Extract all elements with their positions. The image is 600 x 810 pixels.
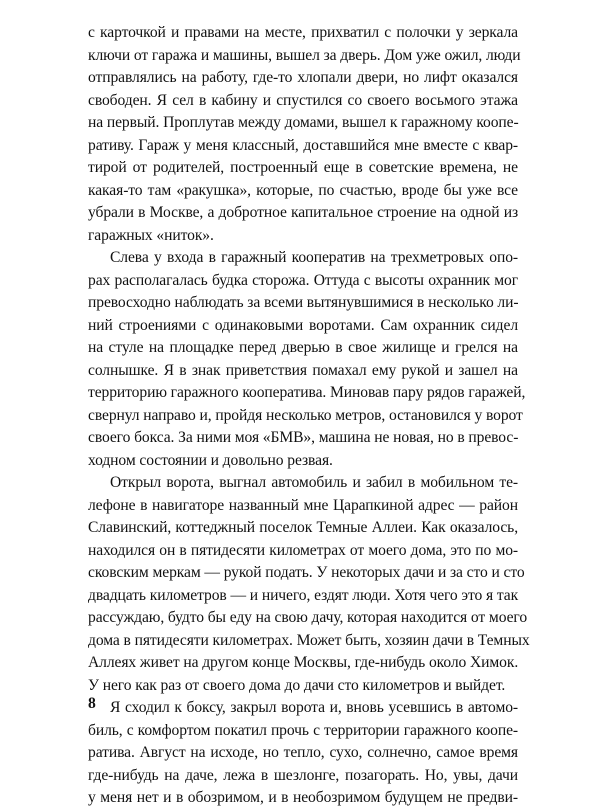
text-line: ративу. Гараж у меня классный, доставшийся мне вместе с квар- xyxy=(88,136,518,154)
text-line: свободен. Я сел в кабину и спустился со своего восьмого этажа xyxy=(88,91,518,109)
text-line: ключи от гаража и машины, вышел за дверь. Дом уже ожил, люди xyxy=(88,46,521,64)
text-line: У него как раз от своего дома до дачи сто километров и выйдет. xyxy=(88,676,506,694)
text-line: солнышке. Я в знак приветствия помахал ему рукой и зашел на xyxy=(88,361,518,379)
text-line: ратива. Август на исходе, но тепло, сухо, солнечно, самое время xyxy=(88,744,518,761)
text-line: у меня нет и в обозримом, и в необозримом будущем не предви- xyxy=(88,789,518,806)
text-line: на первый. Проплутав между домами, вышел к гаражному коопе- xyxy=(88,114,519,131)
text-line: находился он в пятидесяти километрах от моего дома, это по мо- xyxy=(88,541,518,559)
text-line: дома в пятидесяти километрах. Может быть, хозяин дачи в Темных xyxy=(88,631,530,649)
paragraph-1 xyxy=(88,22,521,247)
text-line: Я сходил к боксу, закрыл ворота и, вновь усевшись в автомо- xyxy=(110,699,518,716)
text-line: убрали в Москве, а добротное капитальное строение на одной из xyxy=(88,204,518,221)
text-line: превосходно наблюдать за всеми вытянувшимися в несколько ли- xyxy=(88,294,519,311)
text-line: ний строениями с одинаковыми воротами. Сам охранник сидел xyxy=(88,316,518,334)
text-line: на стуле на площадке перед дверью в свое жилище и грелся на xyxy=(88,339,518,356)
text-line: своего бокса. За ними моя «БМВ», машина не новая, но в превос- xyxy=(88,429,519,446)
text-line: Слева у входа в гаражный кооператив на трехметровых опо- xyxy=(110,249,518,266)
book-page-text xyxy=(88,22,530,810)
text-line: биль, с комфортом покатил прочь с территории гаражного коопе- xyxy=(88,721,518,739)
text-line: лефоне в навигаторе названный мне Царапкиной адрес — район xyxy=(88,496,518,514)
text-line: рах располагалась будка сторожа. Оттуда с высоты охранник мог xyxy=(88,271,518,289)
text-line: Аллеях живет на другом конце Москвы, где-нибудь около Химок. xyxy=(88,654,519,671)
text-line: сковским меркам — рукой подать. У некоторых дачи и за сто и сто xyxy=(88,564,525,581)
text-line: отправлялись на работу, где-то хлопали двери, но лифт оказался xyxy=(88,69,518,86)
text-line: свернул направо и, пройдя несколько метров, остановился у ворот xyxy=(88,406,523,424)
text-line: тирой от родителей, построенный еще в советские времена, не xyxy=(88,159,518,176)
page-number: 8 xyxy=(88,695,96,712)
text-line: с карточкой и правами на месте, прихватил с полочки у зеркала xyxy=(88,24,518,41)
text-line: территорию гаражного кооператива. Миновав пару рядов гаражей, xyxy=(88,384,526,401)
text-line: рассуждаю, будто бы еду на свою дачу, которая находится от моего xyxy=(88,609,528,626)
text-line: гаражных «ниток». xyxy=(88,226,214,244)
text-line: где-нибудь на даче, лежа в шезлонге, позагорать. Но, увы, дачи xyxy=(88,766,518,784)
paragraph-2 xyxy=(88,247,526,472)
text-line: какая-то там «ракушка», которые, по счастью, вроде бы уже все xyxy=(88,181,518,199)
text-line: двадцать километров — и ничего, ездят люди. Хотя чего это я так xyxy=(88,586,519,604)
paragraph-3 xyxy=(88,472,530,697)
text-line: Славинский, коттеджный поселок Темные Аллеи. Как оказалось, xyxy=(88,519,518,536)
text-line: ходном состоянии и довольно резвая. xyxy=(88,451,333,469)
paragraph-4 xyxy=(88,697,518,810)
text-line: Открыл ворота, выгнал автомобиль и забил в мобильном те- xyxy=(110,474,518,491)
